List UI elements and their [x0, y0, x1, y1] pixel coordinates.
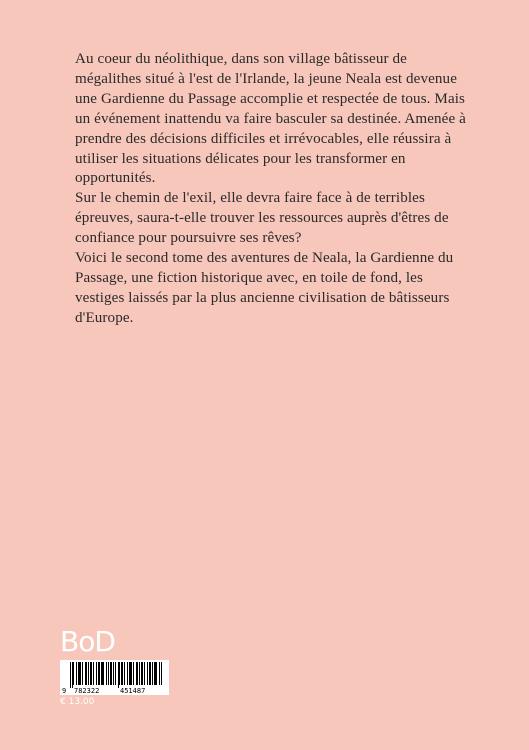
blurb-paragraph-3: Voici le second tome des aventures de Neala, la Gardienne du Passage, une fiction historique avec, en toile de fond, les vestiges laissés par la plus ancienne civilisation de bâtisseurs d'Europe. — [75, 250, 454, 326]
barcode-bar — [115, 662, 116, 685]
barcode-bar — [88, 662, 89, 685]
publisher-logo: BoD — [60, 625, 115, 658]
barcode-graphic — [60, 660, 169, 695]
barcode-bar — [113, 662, 114, 685]
back-cover-blurb — [75, 50, 475, 329]
barcode-bar — [122, 662, 123, 685]
barcode-bar — [101, 662, 102, 685]
barcode-bar — [90, 662, 91, 685]
barcode-bar — [139, 662, 140, 685]
barcode-bar — [98, 662, 99, 685]
barcode-bar — [155, 662, 156, 685]
price-label: € 13.00 — [60, 697, 95, 707]
barcode-bar — [103, 662, 104, 685]
barcode-bar — [91, 662, 92, 685]
barcode-bar — [152, 662, 153, 685]
barcode-bar — [133, 662, 134, 685]
barcode-bar — [141, 662, 142, 685]
barcode-bar — [149, 662, 150, 685]
barcode-bar — [86, 662, 87, 685]
barcode-bar — [127, 662, 128, 685]
barcode-bar — [156, 662, 157, 685]
barcode-bar — [150, 662, 151, 685]
barcode-first-digit: 9 — [62, 687, 67, 695]
barcode-bar — [137, 662, 138, 685]
barcode-bar — [159, 662, 160, 685]
barcode-bar — [142, 662, 143, 685]
barcode-bar — [72, 662, 73, 688]
barcode-bar — [76, 662, 77, 685]
barcode-bar — [70, 662, 71, 688]
barcode-bar — [108, 662, 109, 685]
barcode-bar — [130, 662, 131, 685]
barcode-bar — [102, 662, 103, 685]
barcode-bar — [119, 662, 120, 685]
barcode-bars — [70, 662, 162, 688]
barcode-bar — [154, 662, 155, 685]
barcode-bar — [118, 662, 119, 688]
blurb-paragraph-2: Sur le chemin de l'exil, elle devra faire face à de terribles épreuves, saura-t-elle trouver les ressources auprès d'êtres de confiance pour poursuivre ses rêves? — [75, 190, 449, 247]
barcode-digits-left: 782322 — [74, 687, 100, 695]
barcode-bar — [124, 662, 125, 685]
barcode-bar — [121, 662, 122, 685]
barcode-bar — [110, 662, 111, 685]
barcode-bar — [106, 662, 107, 685]
barcode-bar — [99, 662, 100, 685]
barcode-bar — [136, 662, 137, 685]
barcode-bar — [147, 662, 148, 685]
barcode-bar — [93, 662, 94, 685]
barcode-bar — [111, 662, 112, 685]
barcode-bar — [79, 662, 80, 685]
blurb-paragraph-1: Au coeur du néolithique, dans son village bâtisseur de mégalithes situé à l'est de l'Irlande, la jeune Neala est devenue une Gardienne du Passage accomplie et respectée de tous. Mais un événement inattendu va faire basculer sa destinée. Amenée à prendre des décisions difficiles et irrévocables, elle réussira à utiliser les situations délicates pour les transformer en opportunités. — [75, 51, 466, 187]
barcode-bar — [161, 662, 162, 685]
barcode-bar — [73, 662, 74, 685]
barcode-bar — [85, 662, 86, 685]
barcode-bar — [144, 662, 145, 685]
barcode-bar — [80, 662, 81, 685]
barcode-bar — [131, 662, 132, 685]
barcode-digits-right: 451487 — [120, 687, 146, 695]
barcode-bar — [129, 662, 130, 685]
barcode-bar — [78, 662, 79, 685]
isbn-barcode — [60, 660, 169, 695]
barcode-bar — [96, 662, 97, 685]
barcode-bar — [82, 662, 83, 685]
